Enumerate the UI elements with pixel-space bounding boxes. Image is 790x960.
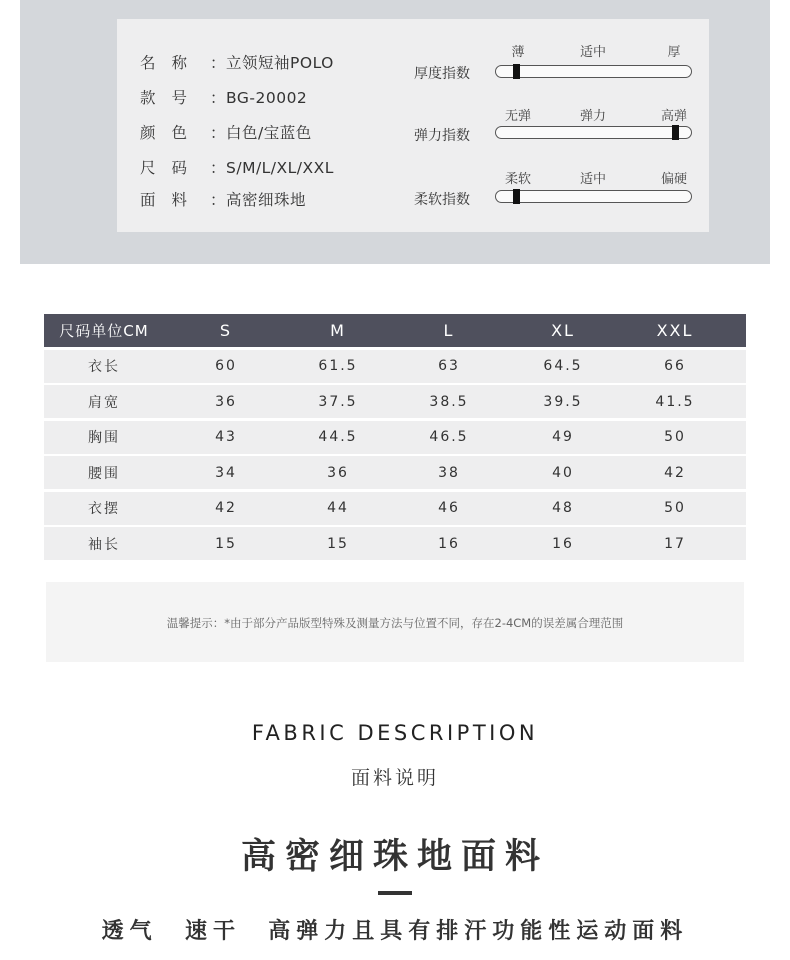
size-table-cell: 36 xyxy=(327,464,349,481)
size-table-cell: 61.5 xyxy=(318,358,358,374)
size-table-body xyxy=(44,350,746,561)
size-table-header-cell: 尺码单位CM xyxy=(59,322,149,340)
spec-separator: ： xyxy=(210,89,227,107)
spec-value: S/M/L/XL/XXL xyxy=(226,159,334,177)
spec-value: 立领短袖POLO xyxy=(226,54,334,72)
size-table-cell: 46.5 xyxy=(429,429,469,445)
size-table-header-cell: L xyxy=(443,321,455,340)
size-table-cell: 48 xyxy=(552,500,574,516)
tip-text: 温馨提示：*由于部分产品版型特殊及测量方法与位置不同，存在2-4CM的误差属合理范围 xyxy=(166,616,624,630)
spec-key: 尺码 xyxy=(140,159,204,177)
top-band xyxy=(20,0,770,264)
index-label: 弹力指数 xyxy=(414,128,470,144)
tip-box xyxy=(46,582,744,662)
size-table-cell: 50 xyxy=(664,500,686,516)
size-table-cell: 64.5 xyxy=(543,358,583,374)
product-info-card xyxy=(117,19,709,232)
spec-row xyxy=(140,51,334,73)
spec-key: 名称 xyxy=(140,54,204,72)
size-table-cell: 15 xyxy=(215,535,237,552)
fabric-divider xyxy=(378,891,412,895)
index-marker xyxy=(513,189,520,204)
index-tick-label: 无弹 xyxy=(504,109,532,124)
size-table-cell: 60 xyxy=(215,358,237,374)
size-table-cell: 39.5 xyxy=(543,393,583,410)
size-table-cell: 42 xyxy=(215,500,237,516)
size-table-cell: 17 xyxy=(664,535,686,552)
spec-row xyxy=(140,86,307,108)
size-table-header-cell: M xyxy=(330,321,346,340)
fabric-features: 透气 速干 高弹力且具有排汗功能性运动面料 xyxy=(101,919,689,944)
spec-value: 白色/宝蓝色 xyxy=(226,124,312,142)
index-tick-label: 柔软 xyxy=(504,172,532,187)
size-table-cell: 44.5 xyxy=(318,429,358,445)
spec-value: 高密细珠地 xyxy=(226,191,307,209)
index-tick-label: 适中 xyxy=(579,172,607,187)
spec-separator: ： xyxy=(210,54,227,72)
index-label: 柔软指数 xyxy=(414,192,470,208)
size-table-cell: 腰围 xyxy=(88,465,120,482)
size-table-cell: 50 xyxy=(664,429,686,445)
size-table-row xyxy=(44,456,746,489)
index-track xyxy=(495,126,692,139)
spec-key: 款号 xyxy=(140,89,204,107)
size-table-cell: 34 xyxy=(215,464,237,481)
index-label: 厚度指数 xyxy=(414,66,470,82)
size-table-cell: 40 xyxy=(552,464,574,481)
index-tick-label: 高弹 xyxy=(660,109,688,124)
index-tick-label: 弹力 xyxy=(579,109,607,124)
index-tick-label: 偏硬 xyxy=(660,172,688,187)
size-table-header-cell: XL xyxy=(551,321,575,340)
size-table-cell: 袖长 xyxy=(88,536,120,553)
size-table-cell: 16 xyxy=(438,535,460,552)
index-tick-label: 薄 xyxy=(511,45,525,60)
spec-row xyxy=(140,156,334,178)
size-table-cell: 胸围 xyxy=(88,430,120,446)
size-table-cell: 46 xyxy=(438,500,460,516)
index-tick-label: 厚 xyxy=(667,45,681,60)
size-table-cell: 63 xyxy=(438,358,460,374)
fabric-name: 高密细珠地面料 xyxy=(240,837,549,877)
size-table-cell: 肩宽 xyxy=(88,394,120,411)
size-table-row xyxy=(44,421,746,454)
index-track xyxy=(495,190,692,203)
spec-separator: ： xyxy=(210,159,227,177)
spec-row xyxy=(140,121,312,143)
index-marker xyxy=(672,125,679,140)
size-table-row xyxy=(44,385,746,418)
size-table-cell: 44 xyxy=(327,500,349,516)
spec-value: BG-20002 xyxy=(226,89,308,107)
fabric-title-en: FABRIC DESCRIPTION xyxy=(251,721,539,745)
size-table-cell: 衣摆 xyxy=(88,501,120,517)
size-table-row xyxy=(44,527,746,560)
size-table-cell: 42 xyxy=(664,464,686,481)
size-table xyxy=(44,314,746,560)
size-table-header-cell: XXL xyxy=(656,321,694,340)
size-table-cell: 38 xyxy=(438,464,460,481)
size-table-cell: 衣长 xyxy=(88,359,120,375)
spec-row xyxy=(140,188,306,210)
size-table-row xyxy=(44,492,746,525)
size-table-cell: 15 xyxy=(327,535,349,552)
fabric-title-cn: 面料说明 xyxy=(350,767,439,789)
size-table-cell: 66 xyxy=(664,358,686,374)
size-table-cell: 37.5 xyxy=(318,393,358,410)
size-table-cell: 41.5 xyxy=(655,393,695,410)
size-table-cell: 49 xyxy=(552,429,574,445)
size-table-row xyxy=(44,350,746,383)
spec-separator: ： xyxy=(210,191,227,209)
size-table-cell: 38.5 xyxy=(429,393,469,410)
spec-key: 颜色 xyxy=(140,124,204,142)
index-marker xyxy=(513,64,520,79)
size-table-cell: 36 xyxy=(215,393,237,410)
size-table-cell: 43 xyxy=(215,429,237,445)
index-track xyxy=(495,65,692,78)
spec-separator: ： xyxy=(210,124,227,142)
size-table-header xyxy=(44,314,746,347)
size-table-cell: 16 xyxy=(552,535,574,552)
size-table-header-cell: S xyxy=(219,321,233,340)
index-tick-label: 适中 xyxy=(579,45,607,60)
spec-key: 面料 xyxy=(140,191,204,209)
